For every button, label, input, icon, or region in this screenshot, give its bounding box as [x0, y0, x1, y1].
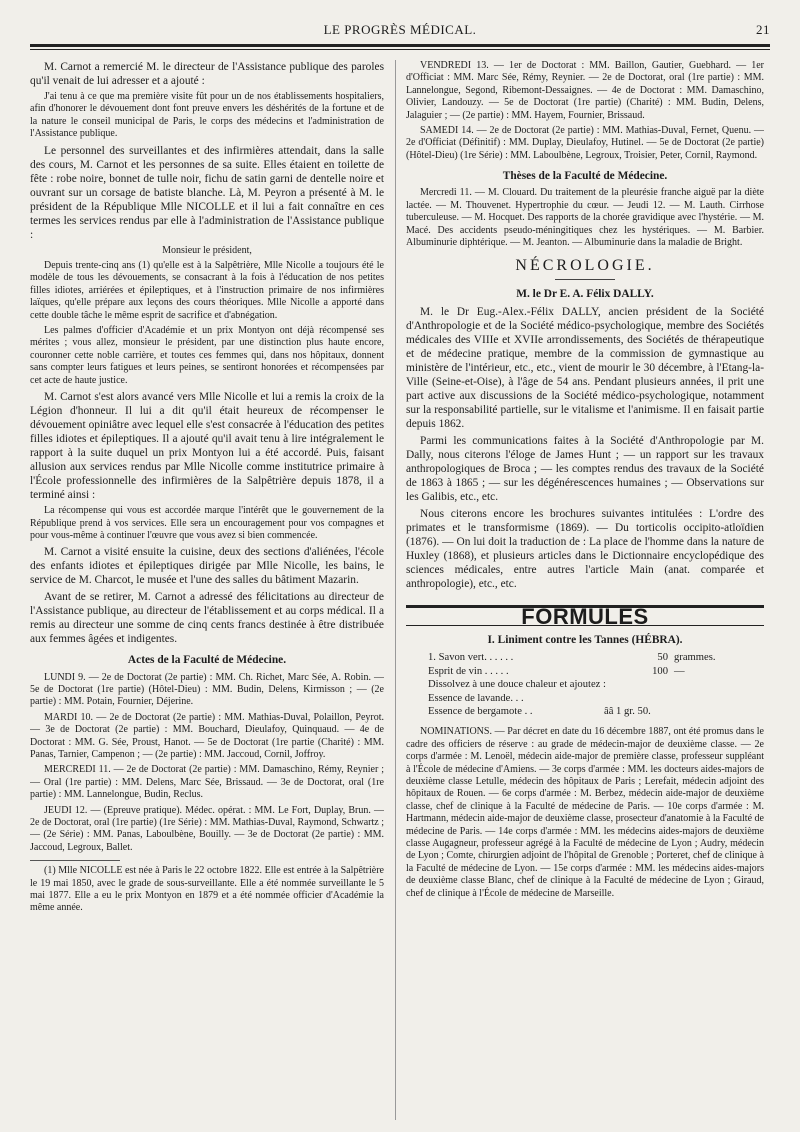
- column-separator: [395, 60, 396, 1120]
- paragraph: M. Carnot a visité ensuite la cuisine, deux des sections d'aliénées, l'école des enfants idiotes et épileptiques dirigée par Mlle Nicolle, les bains, le service de M. Charcot, le musée et l'une des salles du bâtiment Mazarin.: [30, 546, 384, 587]
- quoted-speech: Depuis trente-cinq ans (1) qu'elle est à la Salpêtrière, Mlle Nicolle a toujours été le modèle de tous les dévouements, se consacrant à la fois à l'éducation de nos petites filles idiotes, arriérées et épileptiques, et à l'instruction primaire de nos infirmières laïques, qu'elle prépare aux leçons des cours théoriques. Mlle Nicolle a apporté dans cette double tâche le même esprit de sacrifice et d'abnégation.: [30, 260, 384, 321]
- paragraph: M. Carnot s'est alors avancé vers Mlle Nicolle et lui a remis la croix de la Légion d'honneur. Il lui a dit qu'il était heureux de récompenser le dévouement opiniâtre avec lequel elle s'est consacrée à l'éducation des petites filles idiotes et épileptiques. Il a ajouté qu'il avait tenu à lire intégralement le rapport à la suite duquel un prix Montyon lui a été accordé. Puis, faisant allusion aux services rendus par Mlle Nicolle comme institutrice primaire à l'École professionnelle des infirmières de la Salpêtrière depuis 1878, il a terminé ainsi :: [30, 391, 384, 502]
- exam-entry: SAMEDI 14. — 2e de Doctorat (2e partie) : MM. Mathias-Duval, Fernet, Quenu. — 2e d'Officiat (Définitif) : MM. Duplay, Dieulafoy, Hutinel. — 5e de Doctorat (2e partie) (Hôtel-Dieu) (1re Série) : MM. Laboulbène, Legroux, Troisier, Peter, Cornil, Raymond.: [406, 125, 764, 161]
- header-rule: [30, 44, 770, 50]
- formula-line: Essence de bergamote . . ââ 1 gr. 50.: [428, 705, 651, 717]
- formula-line: Essence de lavande. . .: [428, 692, 524, 704]
- section-heading: Thèses de la Faculté de Médecine.: [502, 170, 668, 183]
- section-heading: Actes de la Faculté de Médecine.: [127, 654, 287, 667]
- formula-line: 1. Savon vert. . . . . . 50 grammes.: [428, 652, 716, 664]
- obituary-name: M. le Dr E. A. Félix DALLY.: [516, 287, 654, 300]
- journal-title: LE PROGRÈS MÉDICAL.: [323, 22, 477, 37]
- formula-title: I. Liniment contre les Tannes (HÉBRA).: [487, 634, 683, 647]
- salutation: Monsieur le président,: [162, 244, 252, 256]
- left-column: [30, 60, 384, 1120]
- running-header: [30, 22, 770, 44]
- paragraph: Avant de se retirer, M. Carnot a adressé des félicitations au directeur de l'Assistance publique, au directeur de l'établissement et au corps médical. Il a remis au directeur une somme de cinq cents francs destinée à être distribuée aux femmes âgées et indigentes.: [30, 591, 384, 646]
- necrology-rule: [555, 279, 615, 280]
- page-number: 21: [756, 22, 770, 37]
- formula-line: Esprit de vin . . . . . 100 —: [428, 665, 685, 677]
- theses-list: Mercredi 11. — M. Clouard. Du traitement de la pleurésie franche aiguë par la diète lactée. — M. Thouvenet. Hypertrophie du cœur. — Jeudi 12. — M. Lauth. Cirrhose tuberculeuse. — M. Hocquet. Des rapports de la chorée gravidique avec l'hystérie. — M. Macé. Des accidents pseudo-méningitiques chez les hystériques. — M. Barbier. Albuminurie diphtérique. — M. Jeanton. — Albuminurie dans la maladie de Bright.: [406, 187, 764, 249]
- right-column: [406, 60, 764, 1120]
- quoted-speech: Les palmes d'officier d'Académie et un prix Montyon ont déjà récompensé ses mérites ; vous allez, monsieur le président, par une distinction plus haute encore, couronner cette noble carrière, et toutes ces femmes qui, dans nos hôpitaux, donnent sans compter leurs fatigues et leurs peines, se sentiront honorées et récompensées par cet acte de haute justice.: [30, 325, 384, 386]
- paragraph: Le personnel des surveillantes et des infirmières attendait, dans la salle des cours, M. Carnot et les personnes de sa suite. Elles étaient en toilette de fête : robe noire, bonnet de tulle noir, fichu de satin garni de dentelle noire et ouvrant sur un corsage de batiste blanche. Là, M. Peyron a présenté à M. le président de la République Mlle NICOLLE et il lui a fait connaître en ces termes les services rendus par elle à l'administration de l'Assistance publique :: [30, 144, 384, 241]
- footnote-rule: [30, 860, 120, 861]
- exam-entry: MARDI 10. — 2e de Doctorat (2e partie) : MM. Mathias-Duval, Polaillon, Peyrot. — 3e de Doctorat (2e partie) : MM. Bouchard, Dieulafoy, Quinquaud. — 4e de Doctorat : MM. G. Sée, Proust, Hanot. — 5e de Doctorat (1re partie (Charité) : MM. Panas, Tarnier, Campenon ; — (2e partie) : MM. Jaccoud, Cornil, Joffroy.: [30, 711, 384, 760]
- quoted-speech: J'ai tenu à ce que ma première visite fût pour un de nos établissements hospitaliers, afin d'honorer le dévouement dont font preuve envers les déshérités de la fortune et de la nature le conseil municipal de Paris, le corps des médecins et l'administration de l'Assistance publique.: [30, 91, 384, 140]
- footnote: (1) Mlle NICOLLE est née à Paris le 22 octobre 1822. Elle est entrée à la Salpêtrière le 19 mai 1850, avec le grade de sous-surveillante. Elle a été nommée surveillante le 5 mai 1877. Elle a eu le prix Montyon en 1879 et a été nommée officier d'Académie la même année.: [30, 865, 384, 914]
- exam-entry: LUNDI 9. — 2e de Doctorat (2e partie) : MM. Ch. Richet, Marc Sée, A. Robin. — 5e de Doctorat (1re partie) (Hôtel-Dieu) : MM. Budin, Delens, Kirmisson ; — (2e partie) : MM. Potain, Fournier, Déjerine.: [30, 671, 384, 708]
- quoted-speech: La récompense qui vous est accordée marque l'intérêt que le gouvernement de la République prend à vos services. Elle sera un encouragement pour vos compagnes et pour vous-même à continuer l'œuvre que vous avez si bien commencée.: [30, 505, 384, 541]
- formula: [428, 651, 764, 718]
- nominations: NOMINATIONS. — Par décret en date du 16 décembre 1887, ont été promus dans le cadre des officiers de réserve : au grade de médecin-major de deuxième classe. — 2e corps d'armée : M. Lenoël, médecin aide-major de première classe, professeur suppléant à l'École de médecine d'Amiens. — 3e corps d'armée : MM. les docteurs aides-majors de deuxième classe Letulle, médecin des hôpitaux de Paris ; Lerefait, médecin adjoint des hôpitaux de Rouen. — 6e corps d'armée : M. Berbez, médecin aide-major de deuxième classe, chef de clinique à la Faculté de médecine de Paris. — 10e corps d'armée : M. Hartmann, médecin aide-major de deuxième classe, prosecteur d'anatomie à la Faculté de médecine de Paris. — 14e corps d'armée : MM. les médecins aides-majors de deuxième classe Augagneur, professeur agrégé à la Faculté de médecine de Lyon ; Audry, médecin de Lyon ; Comte, chirurgien adjoint de l'hôpital de Grenoble ; Porteret, chef de clinique à la Faculté de médecine de Lyon. — 15e corps d'armée : MM. les médecins aides-majors de deuxième classe Blanc, chef de clinique à la Faculté de médecine de Lyon ; Giraud, chef de clinique à l'École de médecine de Marseille.: [406, 726, 764, 899]
- paragraph: Nous citerons encore les brochures suivantes intitulées : L'ordre des primates et le transformisme (1869). — Du torticolis occipito-atloïdien (1876). — On lui doit la traduction de : La place de l'homme dans la nature de Huxley (1868), et plusieurs articles dans le Dictionnaire encyclopédique des sciences médicales, entre autres l'article Main (anat. comparée et anthropologie), etc., etc.: [406, 507, 764, 590]
- paragraph: M. Carnot a remercié M. le directeur de l'Assistance publique des paroles qu'il venait de lui adresser et a ajouté :: [30, 61, 384, 87]
- exam-entry: JEUDI 12. — (Epreuve pratique). Médec. opérat. : MM. Le Fort, Duplay, Brun. — 2e de Doctorat, oral (1re partie) (1re Série) : MM. Mathias-Duval, Raymond, Schwartz ; — (2e Série) : MM. Panas, Laboulbène, Bouilly. — 3e de Doctorat (2e partie) : MM. Jaccoud, Legroux, Ballet.: [30, 804, 384, 853]
- paragraph: M. le Dr Eug.-Alex.-Félix DALLY, ancien président de la Société d'Anthropologie et de la Société médico-psychologique, membre des Sociétés médicales des VIIIe et XVIIe arrondissements, des Sociétés de thérapeutique et de médecine pratique, membre de la commission de gymnastique au ministère de l'intérieur, etc., etc., vient de mourir le 30 décembre, à l'Etang-la-Ville (Seine-et-Oise), à l'âge de 54 ans. Pendant plusieurs années, il prit une part active aux discussions de la Société médico-psychologique, notamment sur la responsabilité partielle, sur le vitalisme et l'animisme. Il en faisait partie depuis 1862.: [406, 305, 764, 430]
- exam-entry: MERCREDI 11. — 2e de Doctorat (2e partie) : MM. Damaschino, Rémy, Reynier ; — Oral (1re partie) : MM. Delens, Marc Sée, Brissaud. — 3e de Doctorat, oral (1re partie) : MM. Lannelongue, Budin, Reclus.: [30, 764, 384, 801]
- formula-instruction: Dissolvez à une douce chaleur et ajoutez :: [428, 679, 606, 691]
- exam-entry: VENDREDI 13. — 1er de Doctorat : MM. Baillon, Gautier, Guebhard. — 1er d'Officiat : MM. Marc Sée, Rémy, Reynier. — 2e de Doctorat, oral (1re partie) : MM. Lannelongue, Segond, Ribemont-Dessaignes. — 4e de Doctorat : MM. Damaschino, Olivier, Landouzy. — 5e de Doctorat (1re partie) (Charité) : MM. Budin, Delens, Jalaguier ; — (2e partie) : MM. Hayem, Fournier, Brissaud.: [406, 60, 764, 121]
- paragraph: Parmi les communications faites à la Société d'Anthropologie par M. Dally, nous citerons l'éloge de James Hunt ; — un rapport sur les travaux anthropologiques de Broca ; — les comptes rendus des travaux de la Société de 1863 à 1865 ; — sur les dégénérescences humaines ; — Observations sur les Galibis, etc., etc.: [406, 434, 764, 503]
- necrology-heading: NÉCROLOGIE.: [515, 257, 655, 275]
- formules-heading: FORMULES: [406, 605, 764, 626]
